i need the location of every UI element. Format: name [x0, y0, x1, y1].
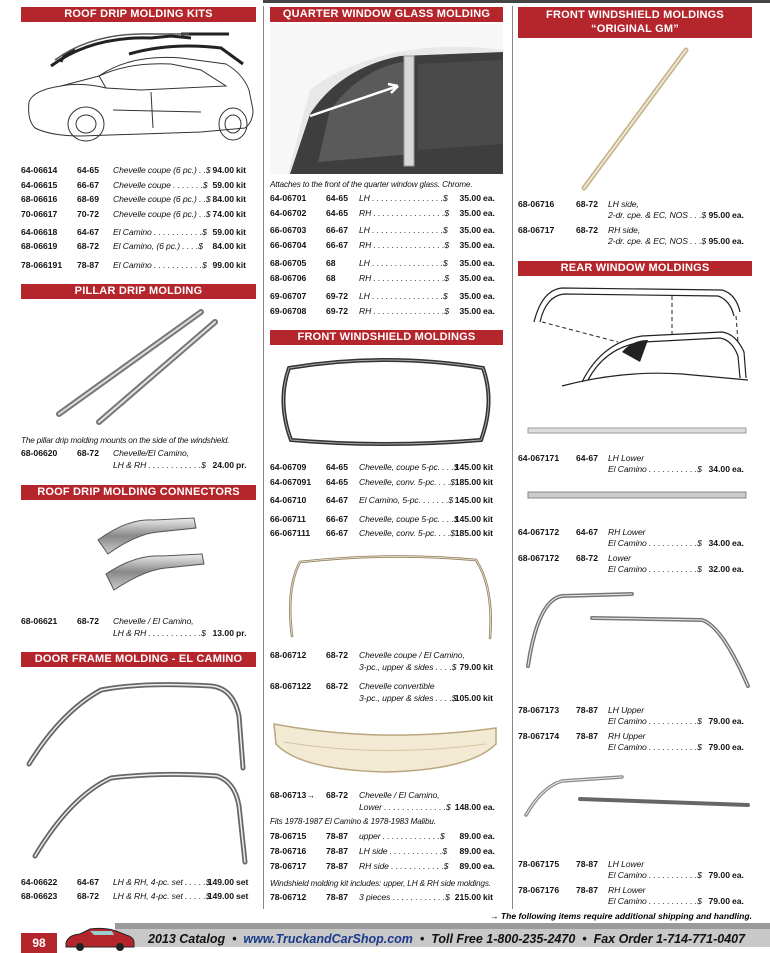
- pillar-note: The pillar drip molding mounts on the side of the windshield.: [21, 436, 230, 445]
- table-row: 68-06620 68-72 Chevelle/El Camino,: [21, 448, 189, 458]
- lower-rear-molding-photo: [526, 424, 748, 438]
- table-row: El Camino . . . . . . . . . . .$ 79.00 ea.: [608, 716, 744, 726]
- table-row: 64-06618 64-67 El Camino . . . . . . . . . . .$ 59.00 kit: [21, 227, 247, 237]
- table-row: El Camino . . . . . . . . . . .$ 34.00 ea.: [608, 464, 744, 474]
- top-rule: [263, 0, 770, 3]
- table-row: LH & RH . . . . . . . . . . . .$ 24.00 pr.: [113, 460, 247, 470]
- footer-bar: [0, 923, 770, 950]
- separator: •: [582, 932, 587, 946]
- section-header: REAR WINDOW MOLDINGS: [518, 261, 752, 276]
- table-row: 78-06715 78-87 upper . . . . . . . . . . . . .$ 89.00 ea.: [270, 831, 495, 841]
- table-row: 68-06713→ 68-72 Chevelle / El Camino,: [270, 790, 440, 800]
- column-divider: [263, 6, 264, 909]
- fitment-note: Fits 1978-1987 El Camino & 1978-1983 Malibu.: [270, 817, 436, 826]
- table-row: 78-066191 78-87 El Camino . . . . . . . . . . .$ 99.00 kit: [21, 260, 247, 270]
- table-row: 78-067176 78-87 RH Lower: [518, 885, 646, 895]
- separator: •: [419, 932, 425, 946]
- section-header: [518, 7, 752, 38]
- section-header: FRONT WINDSHIELD MOLDINGS: [270, 330, 503, 345]
- separator: •: [232, 932, 237, 946]
- table-row: El Camino . . . . . . . . . . .$ 79.00 ea.: [608, 742, 744, 752]
- section-header: ROOF DRIP MOLDING CONNECTORS: [21, 485, 256, 500]
- table-row: 3-pc., upper & sides . . . .$ 79.00 kit: [359, 662, 494, 672]
- table-row: 64-06615 66-67 Chevelle coupe . . . . . . .$ 59.00 kit: [21, 180, 247, 190]
- footer-contact-line: [148, 932, 745, 946]
- column-divider: [512, 6, 513, 909]
- table-row: El Camino . . . . . . . . . . .$ 79.00 ea.: [608, 870, 744, 880]
- table-row: 64-06614 64-65 Chevelle coupe (6 pc.) . .$ 94.00 kit: [21, 165, 247, 175]
- table-row: 78-067173 78-87 LH Upper: [518, 705, 644, 715]
- section-header: ROOF DRIP MOLDING KITS: [21, 7, 256, 22]
- header-line: “ORIGINAL GM”: [591, 23, 679, 35]
- table-row: 68-06623 68-72 LH & RH, 4-pc. set . . . . .$ 149.00 set: [21, 891, 249, 901]
- table-row: El Camino . . . . . . . . . . .$ 79.00 ea.: [608, 896, 744, 906]
- section-header: QUARTER WINDOW GLASS MOLDING: [270, 7, 503, 22]
- windshield-molding-photo: [275, 352, 497, 448]
- table-row: 68-06717 68-72 RH side,: [518, 225, 641, 235]
- table-row: 3-pc., upper & sides . . . .$ 105.00 kit: [359, 693, 494, 703]
- upper-sides-molding-photo: [280, 548, 495, 643]
- table-row: 66-067111 66-67 Chevelle, conv. 5-pc. . . .$ 185.00 kit: [270, 528, 494, 538]
- table-row: El Camino . . . . . . . . . . .$ 32.00 ea.: [608, 564, 744, 574]
- table-row: 2-dr. cpe. & EC, NOS . . .$ 95.00 ea.: [608, 210, 744, 220]
- table-row: 66-06711 66-67 Chevelle, coupe 5-pc. . . .$ 145.00 kit: [270, 514, 494, 524]
- table-row: 68-06621 68-72 Chevelle / El Camino,: [21, 616, 194, 626]
- header-line: FRONT WINDSHIELD MOLDINGS: [546, 9, 724, 21]
- table-row: 68-06706 68 RH . . . . . . . . . . . . . . . .$ 35.00 ea.: [270, 273, 495, 283]
- table-row: 64-06710 64-67 El Camino, 5-pc. . . . . . .$ 145.00 kit: [270, 495, 494, 505]
- section-header: DOOR FRAME MOLDING - EL CAMINO: [21, 652, 256, 667]
- shipping-note: → The following items require additional shipping and handling.: [489, 911, 752, 921]
- table-row: 70-06617 70-72 Chevelle coupe (6 pc.) . .$ 74.00 kit: [21, 209, 247, 219]
- catalog-label: 2013 Catalog: [148, 932, 226, 946]
- table-row: 64-067172 64-67 RH Lower: [518, 527, 646, 537]
- table-row: 78-067174 78-87 RH Upper: [518, 731, 646, 741]
- table-row: 78-06716 78-87 LH side . . . . . . . . . . . .$ 89.00 ea.: [270, 846, 495, 856]
- table-row: 64-067091 64-65 Chevelle, conv. 5-pc. . . .$ 185.00 kit: [270, 477, 494, 487]
- table-row: 68-06716 68-72 LH side,: [518, 199, 639, 209]
- table-row: 78-06717 78-87 RH side . . . . . . . . . . . .$ 89.00 ea.: [270, 861, 495, 871]
- table-row: 78-067175 78-87 LH Lower: [518, 859, 644, 869]
- original-gm-molding-photo: [578, 44, 698, 194]
- table-row: 68-06712 68-72 Chevelle coupe / El Camino,: [270, 650, 465, 660]
- table-row: 64-06709 64-65 Chevelle, coupe 5-pc. . . .$ 145.00 kit: [270, 462, 494, 472]
- kit-note: Windshield molding kit includes: upper, LH & RH side moldings.: [270, 879, 491, 888]
- table-row: 68-06705 68 LH . . . . . . . . . . . . . . . .$ 35.00 ea.: [270, 258, 495, 268]
- table-row: LH & RH . . . . . . . . . . . .$ 13.00 pr.: [113, 628, 247, 638]
- quarter-note: Attaches to the front of the quarter window glass. Chrome.: [270, 180, 473, 189]
- toll-free-number: Toll Free 1-800-235-2470: [431, 932, 576, 946]
- fax-number: Fax Order 1-714-771-0407: [593, 932, 746, 946]
- table-row: Lower . . . . . . . . . . . . . .$ 148.00 ea.: [359, 802, 495, 812]
- table-row: 69-06708 69-72 RH . . . . . . . . . . . . . . . .$ 35.00 ea.: [270, 306, 495, 316]
- table-row: 78-06712 78-87 3 pieces . . . . . . . . . . . .$ 215.00 kit: [270, 892, 494, 902]
- rh-lower-molding-photo: [526, 488, 748, 502]
- table-row: 64-06701 64-65 LH . . . . . . . . . . . . . . . .$ 35.00 ea.: [270, 193, 495, 203]
- table-row: 68-067172 68-72 Lower: [518, 553, 631, 563]
- table-row: 66-06703 66-67 LH . . . . . . . . . . . . . . . .$ 35.00 ea.: [270, 225, 495, 235]
- table-row: 2-dr. cpe. & EC, NOS . . .$ 95.00 ea.: [608, 236, 744, 246]
- table-row: 68-067122 68-72 Chevelle convertible: [270, 681, 435, 691]
- roof-drip-connectors-photo: [76, 510, 216, 605]
- table-row: El Camino . . . . . . . . . . .$ 34.00 ea.: [608, 538, 744, 548]
- page-number: 98: [21, 933, 57, 953]
- rear-window-diagram: [522, 282, 752, 390]
- door-frame-molding-photo: [21, 676, 256, 871]
- lower-molding-photo: [270, 714, 503, 782]
- upper-rear-molding-photo: [522, 586, 752, 692]
- table-row: 69-06707 69-72 LH . . . . . . . . . . . . . . . .$ 35.00 ea.: [270, 291, 495, 301]
- website-link[interactable]: www.TruckandCarShop.com: [243, 932, 413, 946]
- table-row: 68-06619 68-72 El Camino, (6 pc.) . . . .$ 84.00 kit: [21, 241, 247, 251]
- table-row: 64-06702 64-65 RH . . . . . . . . . . . . . . . .$ 35.00 ea.: [270, 208, 495, 218]
- pillar-drip-molding-photo: [51, 306, 221, 426]
- car-logo-icon: [64, 925, 136, 951]
- lower-rear-trim-photo: [522, 765, 752, 821]
- table-row: 66-06704 66-67 RH . . . . . . . . . . . . . . . .$ 35.00 ea.: [270, 240, 495, 250]
- quarter-window-photo: [270, 24, 503, 174]
- page-footer: [0, 910, 770, 950]
- table-row: 64-067171 64-67 LH Lower: [518, 453, 644, 463]
- section-header: PILLAR DRIP MOLDING: [21, 284, 256, 299]
- table-row: 68-06616 68-69 Chevelle coupe (6 pc.) . .$ 84.00 kit: [21, 194, 247, 204]
- car-roof-drip-illustration: [21, 24, 256, 152]
- table-row: 64-06622 64-67 LH & RH, 4-pc. set . . . . .$ 149.00 set: [21, 877, 249, 887]
